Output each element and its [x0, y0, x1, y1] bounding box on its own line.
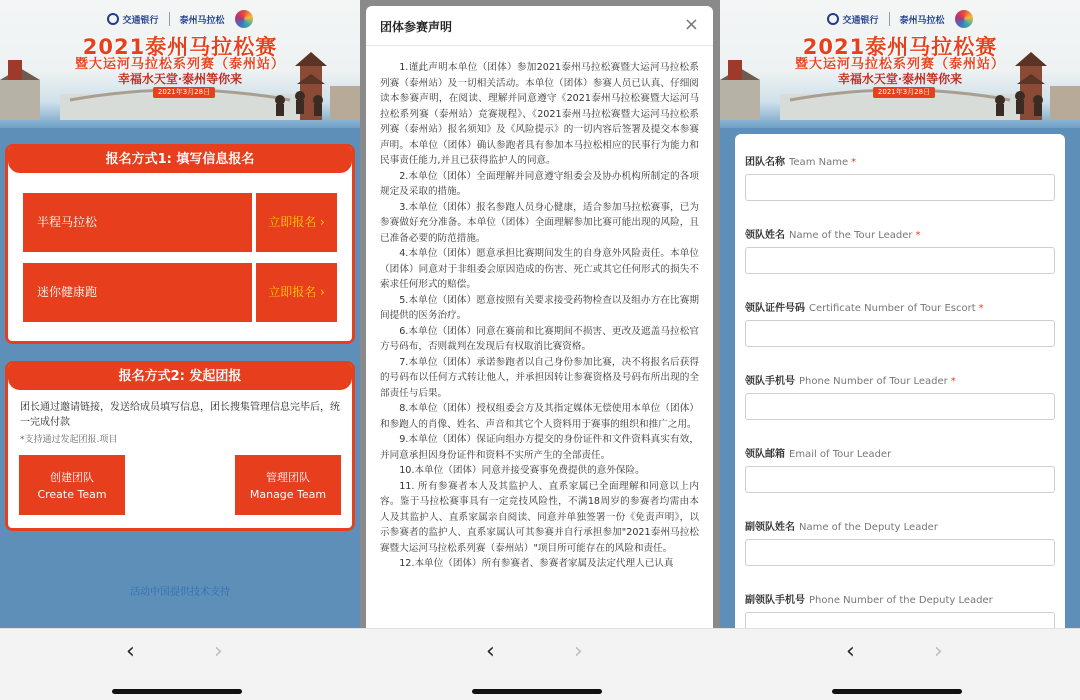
forward-button[interactable]: ›: [934, 639, 943, 664]
label-cn: 领队手机号: [745, 376, 795, 387]
declaration-paragraph: 3.本单位（团体）报名参跑人员身心健康，适合参加马拉松赛事，已为参赛做好充分准备。本单位（团体）全面理解参加比赛可能出现的风险，且已准备必要的防范措施。: [380, 201, 699, 244]
tech-support-link[interactable]: 活动中国提供技术支持: [130, 587, 230, 598]
deputy-phone-input[interactable]: [745, 612, 1055, 628]
declaration-text[interactable]: [366, 46, 713, 572]
method1-title: 报名方式1: 填写信息报名: [8, 147, 352, 173]
logo-divider: [169, 12, 170, 26]
leader-phone-input[interactable]: [745, 393, 1055, 420]
leader-phone-label: [745, 372, 956, 387]
leader-email-input[interactable]: [745, 466, 1055, 493]
declaration-paragraph: 6.本单位（团体）同意在赛前和比赛期间不损害、更改及遮盖马拉松官方号码布，否则裁判在发现后有权取消比赛资格。: [380, 325, 699, 352]
race-option-mini-run[interactable]: [23, 263, 337, 322]
event-date-badge: 2021年3月28日: [153, 87, 215, 98]
browser-toolbar: [360, 628, 720, 700]
browser-toolbar: [720, 628, 1080, 700]
declaration-paragraph: 8.本单位（团体）授权组委会方及其指定媒体无偿使用本单位（团体）和参跑人的肖像、姓名、声音和其它个人资料用于赛事的组织和推广之用。: [380, 403, 699, 430]
back-button[interactable]: ‹: [846, 639, 855, 664]
event-banner: [0, 0, 360, 128]
method1-card: [5, 144, 355, 344]
event-emblem-icon: [955, 10, 973, 28]
register-now-button[interactable]: 立即报名 ›: [256, 263, 337, 322]
bocom-mark-icon: [107, 13, 119, 25]
taizhou-marathon-logo: 泰州马拉松: [899, 15, 945, 26]
declaration-paragraph: 11. 所有参赛者本人及其监护人、直系家属已全面理解和同意以上内容。鉴于马拉松赛事具有一定竞技风险性，不满18周岁的参赛者均需由本人及其监护人、直系家属亲自阅读、同意并单独签署一份《免责声明》，以示参赛者的监护人、直系家属认可其参赛并自行承担参加"2021泰州马拉松赛暨大运河马拉松系列赛（泰州站）"项目所可能存在的风险和责任。: [380, 480, 699, 554]
logo-divider: [889, 12, 890, 26]
method2-card: [5, 361, 355, 531]
event-banner: [720, 0, 1080, 128]
method2-card-body: [8, 364, 352, 528]
home-indicator[interactable]: [112, 689, 242, 694]
declaration-paragraph: 12.本单位（团体）所有参赛者、参赛者家属及法定代理人已认真: [399, 558, 674, 569]
create-team-button[interactable]: [19, 455, 125, 515]
bocom-logo: [827, 13, 878, 26]
event-title: 2021泰州马拉松赛: [802, 35, 998, 59]
bocom-mark-icon: [827, 13, 839, 25]
leader-name-input[interactable]: [745, 247, 1055, 274]
label-en: Name of the Deputy Leader: [799, 522, 938, 533]
label-en: Phone Number of the Deputy Leader: [809, 595, 993, 606]
label-cn: 团队名称: [745, 157, 785, 168]
method1-card-body: [8, 147, 352, 341]
label-en: Certificate Number of Tour Escort: [809, 303, 976, 314]
forward-button[interactable]: ›: [574, 639, 583, 664]
forward-button[interactable]: ›: [214, 639, 223, 664]
back-button[interactable]: ‹: [126, 639, 135, 664]
declaration-paragraph: 5.本单位（团体）愿意按照有关要求接受药物检查以及组办方在比赛期间提供的医务治疗。: [380, 294, 699, 321]
label-cn: 副领队手机号: [745, 595, 805, 606]
declaration-paragraph: 1.谨此声明本单位（团体）参加2021泰州马拉松赛暨大运河马拉松系列赛（泰州站）及一切相关活动。本单位（团体）参赛人员已认真、仔细阅读本参赛声明，在阅读、理解并同意遵守《2021泰州马拉松赛暨大运河马拉松系列赛（泰州站）竞赛规程》、《2021泰州马拉松赛暨大运河马拉松系列赛（泰州站）报名须知》及《风险提示》的一切内容后签署及提交本参赛声明。本单位（团体）确认参跑者具有参加本马拉松相应的民事行为能力和民事责任能力,并且已获得监护人的同意。: [380, 62, 699, 166]
create-team-label-cn: 创建团队: [50, 471, 94, 484]
close-icon[interactable]: ×: [683, 14, 699, 35]
event-emblem-icon: [235, 10, 253, 28]
label-en: Name of the Tour Leader: [789, 230, 913, 241]
declaration-paragraph: 10.本单位（团体）同意并接受赛事免费提供的意外保险。: [399, 465, 645, 476]
declaration-paragraph: 4.本单位（团体）愿意承担比赛期间发生的自身意外风险责任。本单位（团体）同意对于非组委会原因造成的伤害、死亡或其它任何形式的损失不索求任何形式的赔偿。: [380, 248, 699, 290]
race-option-half-marathon[interactable]: [23, 193, 337, 252]
team-form-screen: [720, 0, 1080, 700]
register-now-button[interactable]: 立即报名 ›: [256, 193, 337, 252]
declaration-paragraph: 2.本单位（团体）全面理解并同意遵守组委会及协办机构所制定的各项规定及采取的措施。: [380, 170, 699, 197]
declaration-paragraph: 7.本单位（团体）承诺参跑者以自己身份参加比赛，决不将报名后获得的号码布以任何方式转让他人，并承担因转让参赛资格及号码布所出现的全部责任与后果。: [380, 356, 699, 399]
required-mark: *: [915, 230, 921, 241]
label-cn: 领队姓名: [745, 230, 785, 241]
event-subtitle: 暨大运河马拉松系列赛（泰州站）: [794, 57, 1005, 72]
event-subtitle: 暨大运河马拉松系列赛（泰州站）: [74, 57, 285, 72]
bocom-logo-text: 交通银行: [842, 15, 879, 26]
method2-description: 团长通过邀请链接，发送给成员填写信息，团长搜集管理信息完毕后，统一完成付款: [20, 402, 340, 428]
home-indicator[interactable]: [832, 689, 962, 694]
event-date-badge: 2021年3月28日: [873, 87, 935, 98]
event-slogan: 幸福水天堂·泰州等你来: [837, 72, 963, 86]
deputy-name-input[interactable]: [745, 539, 1055, 566]
event-slogan: 幸福水天堂·泰州等你来: [117, 72, 243, 86]
label-en: Email of Tour Leader: [789, 449, 892, 460]
leader-name-label: [745, 226, 921, 241]
sponsor-logos: [720, 8, 1080, 30]
team-name-input[interactable]: [745, 174, 1055, 201]
label-en: Team Name: [789, 157, 849, 168]
back-button[interactable]: ‹: [486, 639, 495, 664]
home-indicator[interactable]: [472, 689, 602, 694]
label-cn: 副领队姓名: [745, 522, 795, 533]
manage-team-button[interactable]: [235, 455, 341, 515]
team-declaration-screen: [360, 0, 720, 700]
label-cn: 领队证件号码: [745, 303, 805, 314]
bocom-logo-text: 交通银行: [122, 15, 159, 26]
race-name: 半程马拉松: [23, 193, 252, 252]
registration-screen: [0, 0, 360, 700]
required-mark: *: [851, 157, 857, 168]
modal-title: 团体参赛声明: [380, 20, 453, 34]
required-mark: *: [950, 376, 956, 387]
taizhou-marathon-logo: 泰州马拉松: [179, 15, 225, 26]
manage-team-label-en: Manage Team: [249, 488, 327, 501]
create-team-label-en: Create Team: [37, 488, 107, 501]
manage-team-label-cn: 管理团队: [266, 471, 310, 484]
method2-title: 报名方式2: 发起团报: [8, 364, 352, 390]
bocom-logo: [107, 13, 158, 26]
sponsor-logos: [0, 8, 360, 30]
method2-note: *支持通过发起团报.项目: [20, 435, 118, 445]
team-name-label: [745, 153, 856, 168]
race-name: 迷你健康跑: [23, 263, 252, 322]
leader-email-label: [745, 445, 894, 460]
team-info-form: [735, 134, 1065, 628]
leader-id-label: [745, 299, 984, 314]
browser-toolbar: [0, 628, 360, 700]
event-title: 2021泰州马拉松赛: [82, 35, 278, 59]
deputy-phone-label: [745, 591, 996, 606]
declaration-paragraph: 9.本单位（团体）保证向组办方提交的身份证件和文件资料真实有效，并同意承担因身份证件和资料不实所产生的全部责任。: [380, 434, 699, 461]
deputy-name-label: [745, 518, 941, 533]
label-cn: 领队邮箱: [745, 449, 785, 460]
declaration-modal: [366, 6, 713, 636]
label-en: Phone Number of Tour Leader: [799, 376, 948, 387]
modal-header: [366, 6, 713, 46]
leader-id-input[interactable]: [745, 320, 1055, 347]
required-mark: *: [978, 303, 984, 314]
